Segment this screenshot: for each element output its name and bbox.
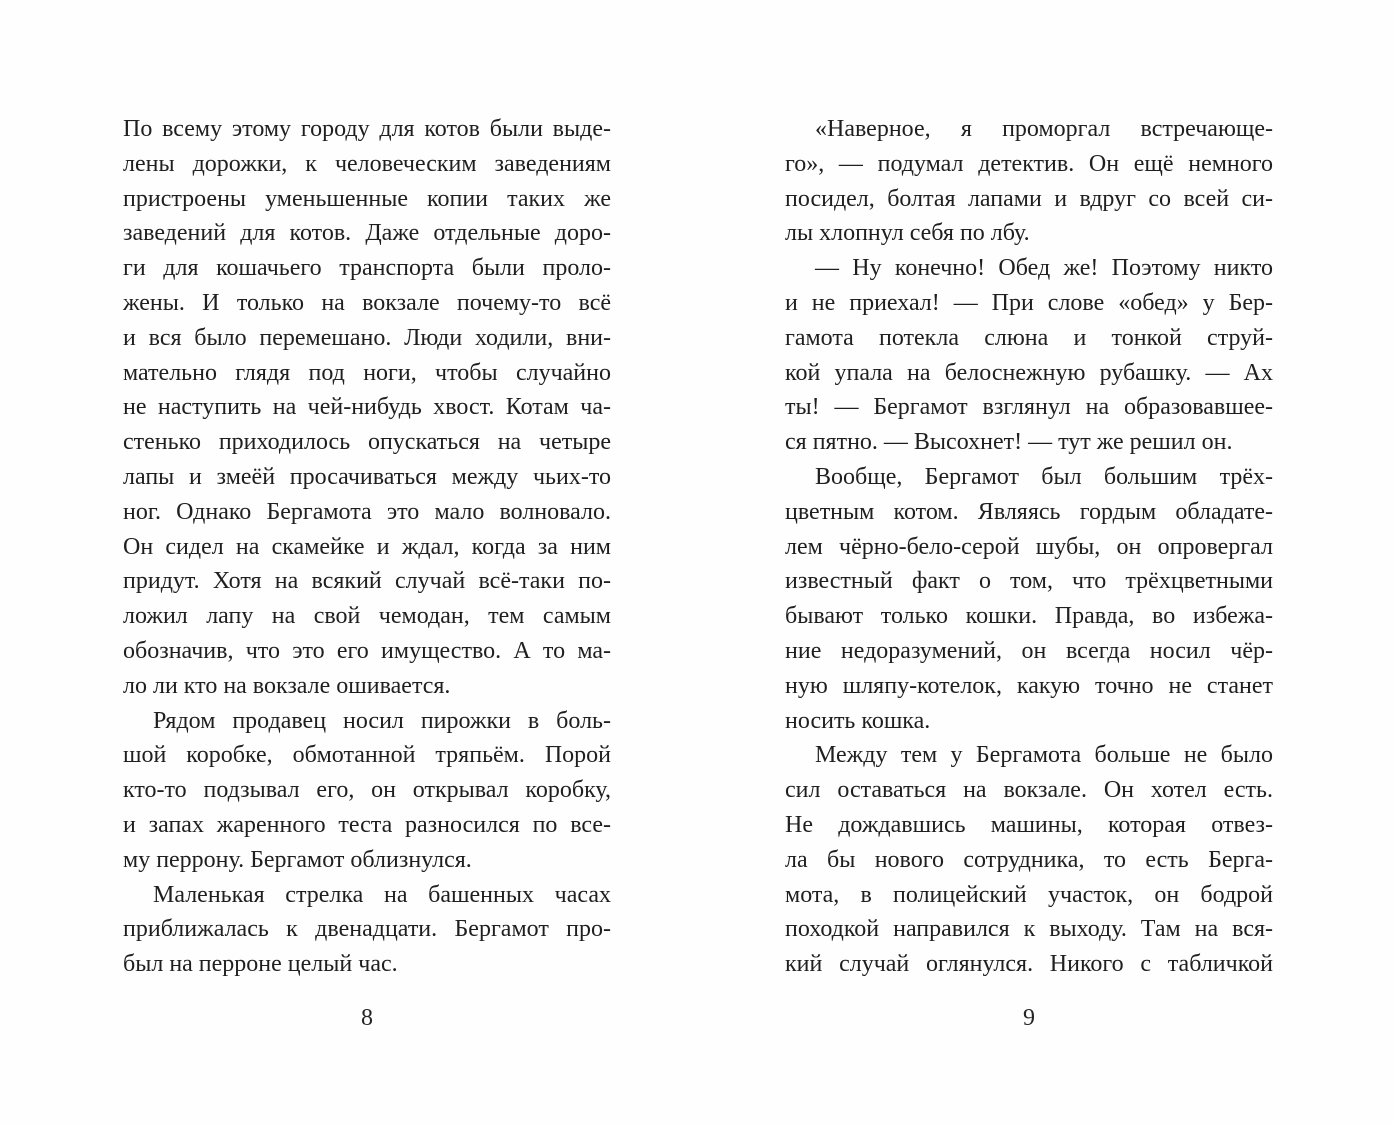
book-page-right <box>785 112 1273 1032</box>
text-line: заведений для котов. Даже отдельные доро- <box>123 220 611 247</box>
text-line: му перрону. Бергамот облизнулся. <box>123 846 472 873</box>
text-line: ложил лапу на свой чемодан, тем самым <box>123 603 611 630</box>
text-line: Маленькая стрелка на башенных часах <box>153 881 611 908</box>
page-number: 8 <box>361 1004 373 1031</box>
text-line: ло ли кто на вокзале ошивается. <box>123 672 451 699</box>
text-line: Рядом продавец носил пирожки в боль- <box>153 707 611 734</box>
text-line: лены дорожки, к человеческим заведениям <box>123 150 611 177</box>
text-line: — Ну конечно! Обед же! Поэтому никто <box>815 255 1273 282</box>
text-line: лапы и змеёй просачиваться между чьих-то <box>123 463 611 490</box>
text-line: «Наверное, я проморгал встречающе- <box>815 116 1273 142</box>
text-line: лы хлопнул себя по лбу. <box>785 220 1030 247</box>
text-line: По всему этому городу для котов были выде- <box>123 116 611 142</box>
text-line: Не дождавшись машины, которая отвез- <box>785 811 1273 838</box>
text-line: ги для кошачьего транспорта были проло- <box>123 255 611 282</box>
text-line: гамота потекла слюна и тонкой струй- <box>785 324 1273 351</box>
text-line: мота, в полицейский участок, он бодрой <box>785 881 1273 908</box>
text-column <box>785 112 1273 982</box>
text-line: мательно глядя под ноги, чтобы случайно <box>123 359 611 386</box>
text-line: и не приехал! — При слове «обед» у Бер- <box>785 289 1273 316</box>
text-line: обозначив, что это его имущество. А то ма- <box>123 637 611 664</box>
text-line: шой коробке, обмотанной тряпьём. Порой <box>123 742 611 769</box>
text-line: бывают только кошки. Правда, во избежа- <box>785 603 1273 630</box>
text-line: лем чёрно-бело-серой шубы, он опровергал <box>785 533 1273 560</box>
text-line: сил оставаться на вокзале. Он хотел есть. <box>785 777 1273 804</box>
text-line: ся пятно. — Высохнет! — тут же решил он. <box>785 429 1233 456</box>
book-page-left <box>123 112 611 1032</box>
text-column <box>123 112 611 982</box>
text-line: ты! — Бергамот взглянул на образовавшее- <box>785 394 1273 421</box>
text-line: и вся было перемешано. Люди ходили, вни- <box>123 324 611 351</box>
text-line: цветным котом. Являясь гордым обладате- <box>785 498 1273 525</box>
text-line: известный факт о том, что трёхцветными <box>785 568 1273 595</box>
text-line: кой упала на белоснежную рубашку. — Ах <box>785 359 1273 386</box>
text-line: стенько приходилось опускаться на четыре <box>123 429 611 456</box>
page-number: 9 <box>1023 1004 1035 1031</box>
text-line: Вообще, Бергамот был большим трёх- <box>815 463 1273 490</box>
text-line: Между тем у Бергамота больше не было <box>815 742 1273 769</box>
text-line: приближалась к двенадцати. Бергамот про- <box>123 916 611 943</box>
text-line: пристроены уменьшенные копии таких же <box>123 185 611 212</box>
text-line: Он сидел на скамейке и ждал, когда за ним <box>123 533 611 560</box>
text-line: кто-то подзывал его, он открывал коробку, <box>123 777 611 804</box>
text-line: ла бы нового сотрудника, то есть Берга- <box>785 846 1273 873</box>
text-line: не наступить на чей-нибудь хвост. Котам ча- <box>123 394 611 421</box>
text-line: го», — подумал детектив. Он ещё немного <box>785 150 1273 177</box>
text-line: посидел, болтая лапами и вдруг со всей си- <box>785 185 1273 212</box>
text-line: придут. Хотя на всякий случай всё-таки по- <box>123 568 611 595</box>
text-line: был на перроне целый час. <box>123 951 398 978</box>
text-line: кий случай оглянулся. Никого с табличкой <box>785 951 1273 978</box>
text-line: походкой направился к выходу. Там на вся- <box>785 916 1273 943</box>
text-line: носить кошка. <box>785 707 931 734</box>
text-line: жены. И только на вокзале почему-то всё <box>123 289 611 316</box>
text-line: ную шляпу-котелок, какую точно не станет <box>785 672 1273 699</box>
text-line: ног. Однако Бергамота это мало волновало. <box>123 498 611 525</box>
text-line: ние недоразумений, он всегда носил чёр- <box>785 637 1273 664</box>
text-line: и запах жаренного теста разносился по все- <box>123 811 611 838</box>
